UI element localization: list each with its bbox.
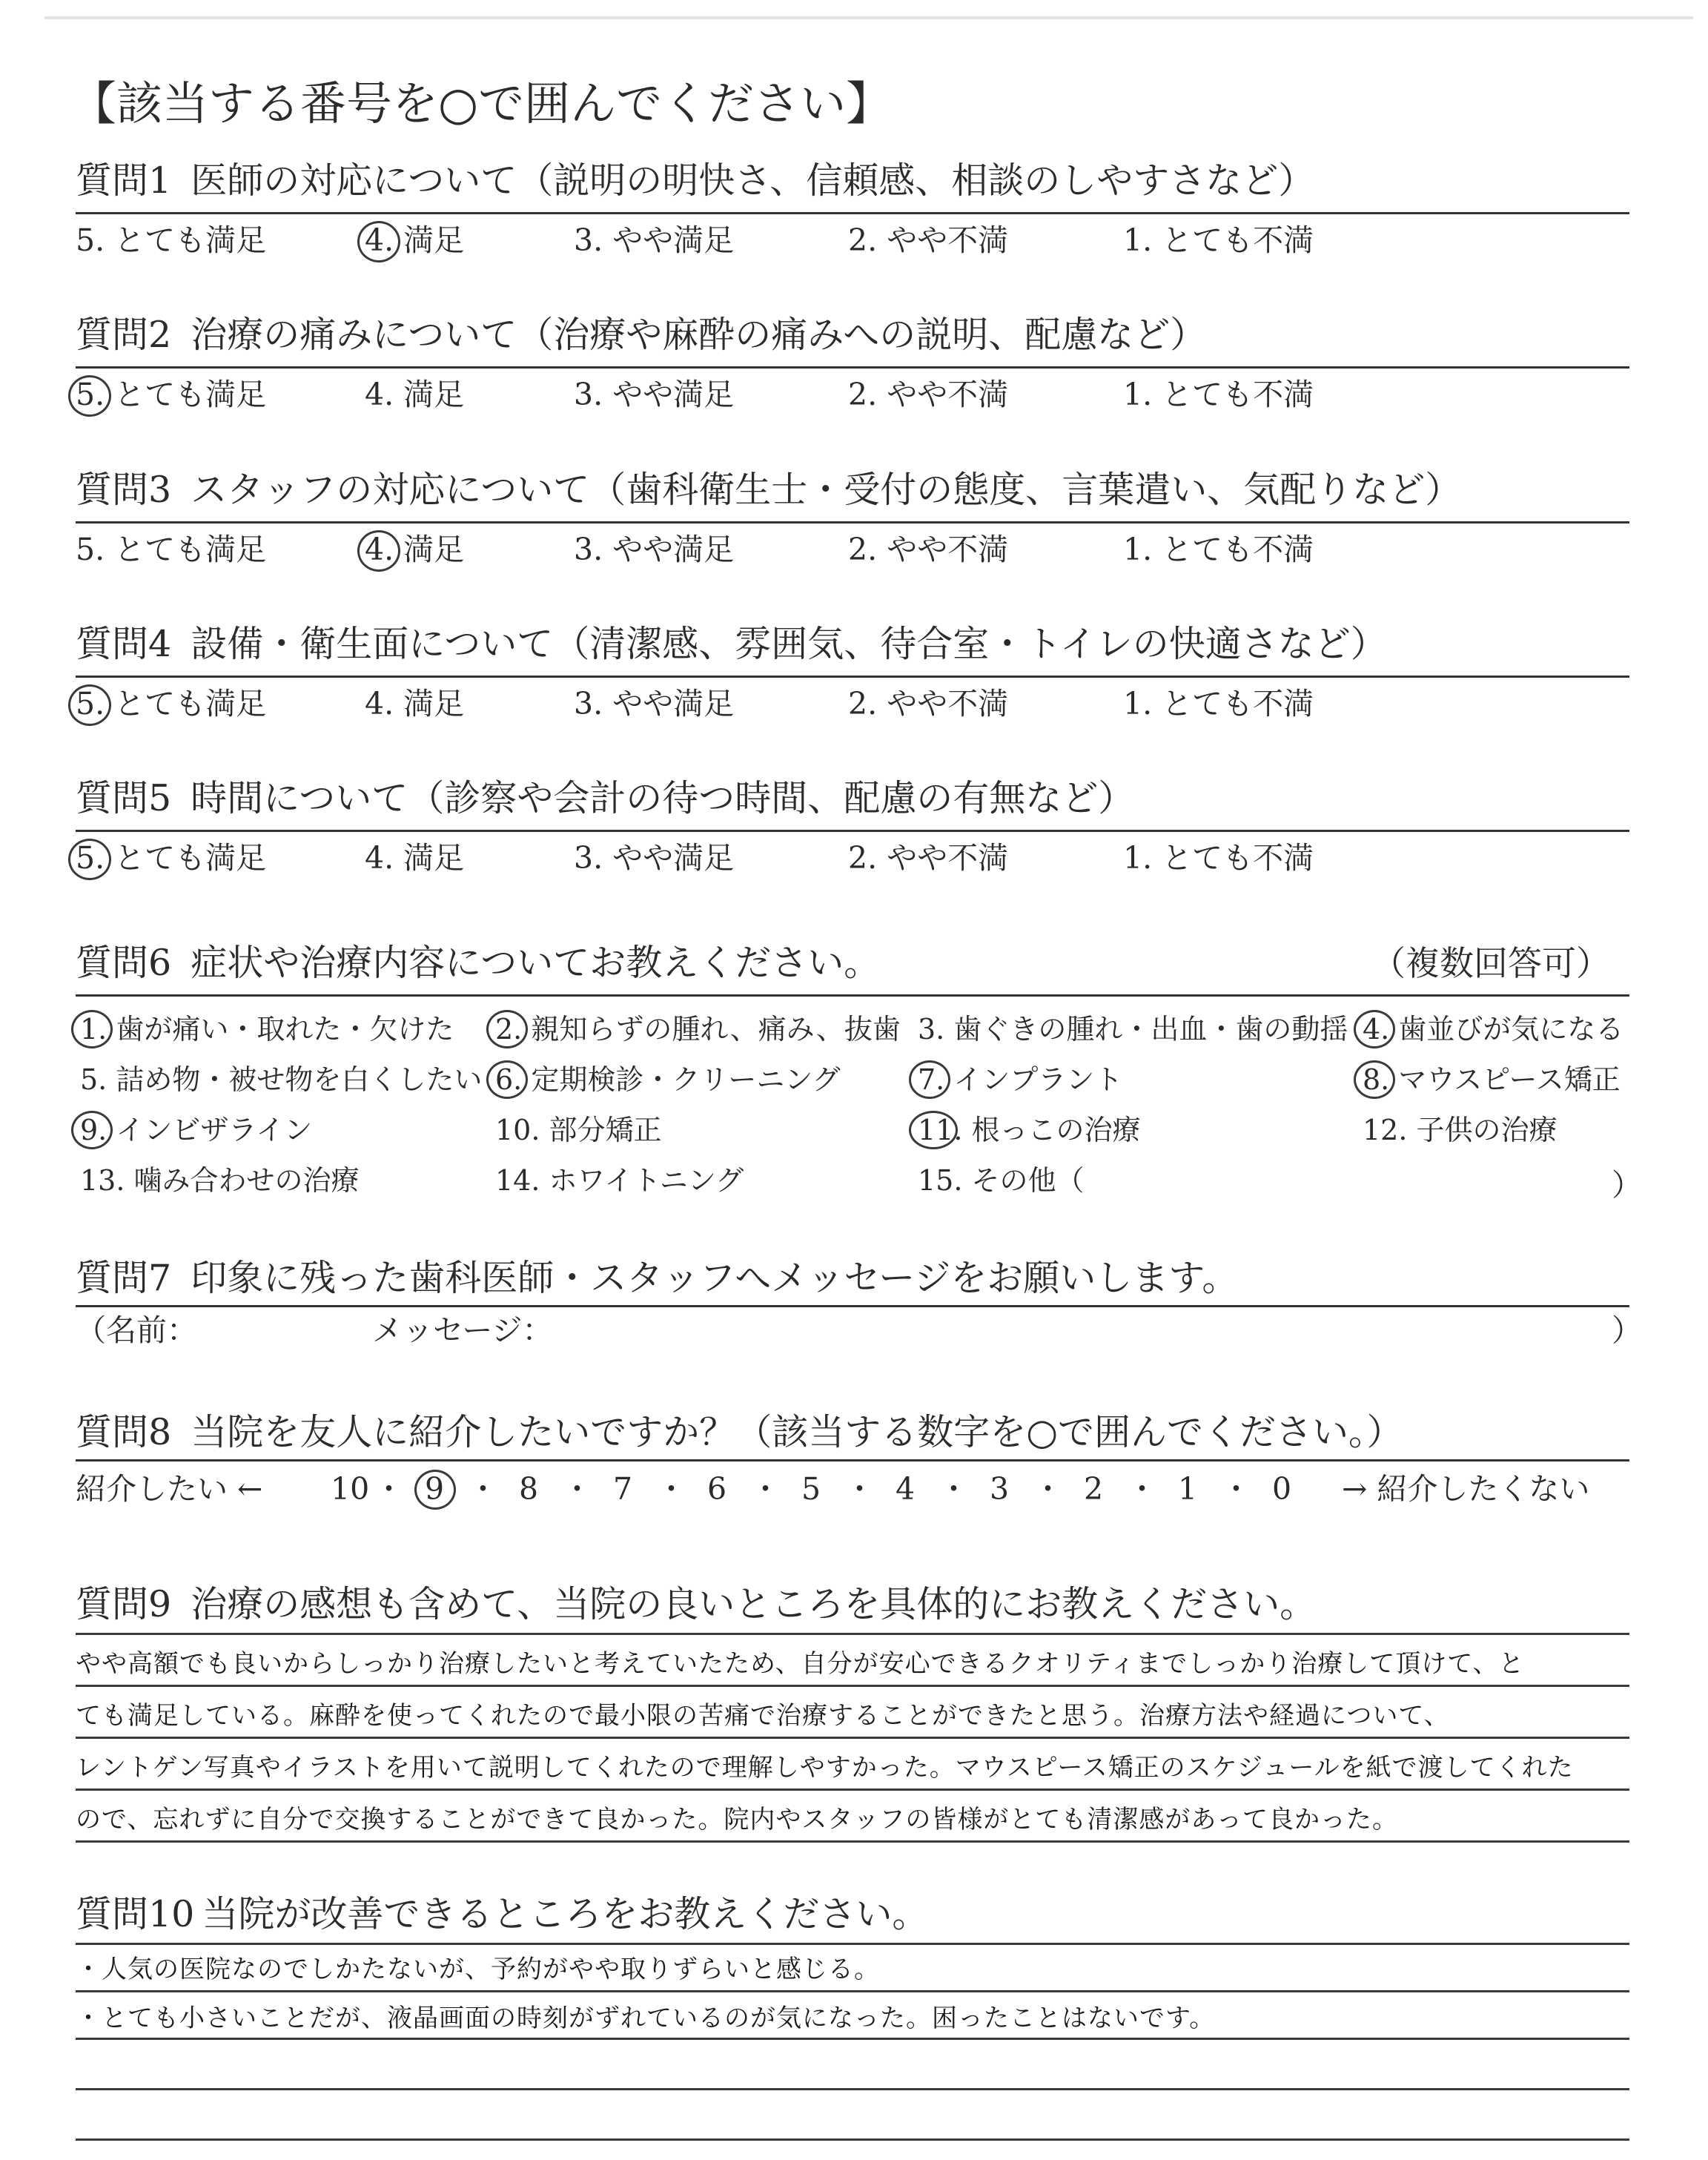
scale-value-7[interactable]: 7 — [613, 1471, 633, 1507]
question-5-text: 時間について（診察や会計の待つ時間、配慮の有無など） — [191, 777, 1135, 819]
selection-circle — [486, 1060, 528, 1099]
rating-option-1[interactable]: 1. とても不満 — [1123, 377, 1314, 412]
question-5 — [76, 773, 1632, 876]
scale-value-5[interactable]: 5 — [801, 1471, 821, 1507]
selection-circle — [68, 684, 111, 726]
question-6-rule — [76, 994, 1629, 997]
question-4-text: 設備・衛生面について（清潔感、雰囲気、待合室・トイレの快適さなど） — [191, 623, 1387, 665]
question-1-text: 医師の対応について（説明の明快さ、信頼感、相談のしやすさなど） — [191, 159, 1315, 202]
other-close-paren: ） — [1612, 1167, 1642, 1203]
answer-line — [76, 1685, 1629, 1687]
answer-line — [76, 2038, 1629, 2040]
symptom-option-6[interactable]: 6. 定期検診・クリーニング — [495, 1063, 841, 1096]
rating-option-5[interactable]: 5. とても満足 — [76, 532, 267, 567]
question-10-text: 当院が改善できるところをお教えください。 — [202, 1893, 929, 1935]
scale-separator: ・ — [750, 1471, 781, 1507]
question-5-rule — [76, 830, 1629, 832]
scale-value-1[interactable]: 1 — [1178, 1471, 1198, 1507]
selection-circle — [1354, 1010, 1395, 1048]
recommend-left-label: 紹介したい ← — [76, 1471, 263, 1507]
scale-value-9[interactable]: 9 — [425, 1471, 445, 1507]
rating-option-1[interactable]: 1. とても不満 — [1123, 840, 1314, 876]
answer-line — [76, 1943, 1629, 1945]
scale-separator: ・ — [1033, 1471, 1063, 1507]
question-6-text: 症状や治療内容についてお教えください。 — [191, 942, 881, 984]
question-3 — [76, 465, 1632, 567]
symptom-option-15[interactable]: 15. その他（ — [918, 1164, 1085, 1197]
question-10-number: 質問10 — [76, 1893, 195, 1935]
selection-circle — [357, 221, 400, 262]
rating-option-4[interactable]: 4. 満足 — [365, 377, 465, 412]
answer-line — [76, 2138, 1629, 2141]
rating-option-1[interactable]: 1. とても不満 — [1123, 686, 1314, 721]
question-10 — [76, 1889, 1632, 2033]
good-points-line-4: ので、忘れずに自分で交換することができて良かった。院内やスタッフの皆様がとても清潔感があって良かった。 — [76, 1805, 1398, 1834]
multiple-answers-note: （複数回答可） — [1371, 943, 1610, 983]
scan-top-border — [44, 16, 1693, 19]
rating-option-3[interactable]: 3. やや満足 — [574, 222, 735, 258]
answer-line — [76, 1840, 1629, 1843]
scale-value-4[interactable]: 4 — [896, 1471, 916, 1507]
page-header: 【該当する番号を○で囲んでください】 — [70, 76, 893, 131]
rating-options — [76, 372, 1632, 417]
scale-separator: ・ — [374, 1471, 404, 1507]
selection-circle — [909, 1060, 950, 1099]
question-3-text: スタッフの対応について（歯科衛生士・受付の態度、言葉遣い、気配りなど） — [191, 469, 1462, 511]
rating-option-5[interactable]: 5. とても満足 — [76, 377, 267, 412]
scale-separator: ・ — [939, 1471, 969, 1507]
question-4 — [76, 619, 1632, 721]
rating-option-3[interactable]: 3. やや満足 — [574, 840, 735, 876]
rating-option-3[interactable]: 3. やや満足 — [574, 377, 735, 412]
selection-circle — [68, 839, 111, 880]
improvement-line-2: ・とても小さいことだが、液晶画面の時刻がずれているのが気になった。困ったことはないです。 — [76, 2004, 1216, 2033]
symptom-option-14[interactable]: 14. ホワイトニング — [495, 1164, 744, 1197]
question-5-number: 質問5 — [76, 777, 172, 819]
recommend-scale — [76, 1467, 1632, 1511]
selection-circle — [486, 1010, 528, 1048]
answer-line — [76, 2088, 1629, 2090]
symptom-options — [76, 1008, 1632, 1201]
rating-option-4[interactable]: 4. 満足 — [365, 686, 465, 721]
answer-line — [76, 1737, 1629, 1739]
scale-value-0[interactable]: 0 — [1272, 1471, 1292, 1507]
symptom-option-5[interactable]: 5. 詰め物・被せ物を白くしたい — [80, 1063, 483, 1096]
rating-option-2[interactable]: 2. やや不満 — [848, 532, 1009, 567]
question-3-number: 質問3 — [76, 469, 172, 511]
rating-option-5[interactable]: 5. とても満足 — [76, 840, 267, 876]
scale-value-3[interactable]: 3 — [990, 1471, 1010, 1507]
good-points-line-2: ても満足している。麻酔を使ってくれたので最小限の苦痛で治療することができたと思う。治療方法や経過について、 — [76, 1701, 1450, 1731]
symptom-option-2[interactable]: 2. 親知らずの腫れ、痛み、抜歯 — [495, 1013, 901, 1046]
scale-separator: ・ — [468, 1471, 498, 1507]
rating-options — [76, 527, 1632, 572]
scale-separator: ・ — [1221, 1471, 1251, 1507]
symptom-option-12[interactable]: 12. 子供の治療 — [1363, 1114, 1558, 1146]
question-9-number: 質問9 — [76, 1583, 172, 1625]
scale-separator: ・ — [656, 1471, 686, 1507]
rating-option-2[interactable]: 2. やや不満 — [848, 377, 1009, 412]
question-7-rule — [76, 1305, 1629, 1307]
question-2-rule — [76, 366, 1629, 369]
recommend-right-label: → 紹介したくない — [1342, 1471, 1590, 1507]
question-7 — [76, 1253, 1642, 1348]
symptom-option-13[interactable]: 13. 噛み合わせの治療 — [80, 1164, 360, 1197]
question-4-rule — [76, 676, 1629, 678]
good-points-line-1: やや高額でも良いからしっかり治療したいと考えていたため、自分が安心できるクオリティまでしっかり治療して頂けて、と — [76, 1649, 1525, 1679]
rating-options — [76, 836, 1632, 880]
rating-option-1[interactable]: 1. とても不満 — [1123, 532, 1314, 567]
question-2-text: 治療の痛みについて（治療や麻酔の痛みへの説明、配慮など） — [191, 314, 1207, 356]
question-9 — [76, 1579, 1632, 1834]
question-3-rule — [76, 521, 1629, 524]
symptom-option-3[interactable]: 3. 歯ぐきの腫れ・出血・歯の動揺 — [918, 1013, 1348, 1046]
improvement-line-1: ・人気の医院なのでしかたないが、予約がやや取りずらいと感じる。 — [76, 1955, 880, 1984]
symptom-option-7[interactable]: 7. インプラント — [918, 1063, 1123, 1096]
rating-option-5[interactable]: 5. とても満足 — [76, 686, 267, 721]
selection-circle — [71, 1010, 113, 1048]
rating-option-2[interactable]: 2. やや不満 — [848, 686, 1009, 721]
rating-option-2[interactable]: 2. やや不満 — [848, 840, 1009, 876]
question-4-number: 質問4 — [76, 623, 172, 665]
question-9-text: 治療の感想も含めて、当院の良いところを具体的にお教えください。 — [191, 1583, 1317, 1625]
rating-option-4[interactable]: 4. 満足 — [365, 222, 465, 258]
selection-circle — [414, 1470, 456, 1510]
scale-value-10[interactable]: 10 — [331, 1471, 370, 1507]
rating-options — [76, 218, 1632, 262]
scale-value-6[interactable]: 6 — [707, 1471, 727, 1507]
selection-circle — [909, 1111, 958, 1149]
question-8-text: 当院を友人に紹介したいですか？（該当する数字を○で囲んでください。） — [191, 1411, 1403, 1453]
scale-value-2[interactable]: 2 — [1084, 1471, 1104, 1507]
symptom-option-8[interactable]: 8. マウスピース矯正 — [1363, 1063, 1621, 1096]
name-label: （名前： — [76, 1312, 197, 1348]
question-2-number: 質問2 — [76, 314, 172, 356]
symptom-option-9[interactable]: 9. インビザライン — [80, 1114, 313, 1146]
rating-option-4[interactable]: 4. 満足 — [365, 532, 465, 567]
message-close-paren: ） — [1612, 1312, 1642, 1348]
question-6 — [76, 938, 1642, 1203]
symptom-option-10[interactable]: 10. 部分矯正 — [495, 1114, 662, 1146]
symptom-option-11[interactable]: 11. 根っこの治療 — [918, 1114, 1141, 1146]
selection-circle — [71, 1111, 113, 1149]
answer-line — [76, 1990, 1629, 1992]
selection-circle — [357, 530, 400, 572]
question-2 — [76, 310, 1632, 412]
scale-separator: ・ — [1127, 1471, 1157, 1507]
selection-circle — [68, 375, 111, 417]
selection-circle — [1354, 1060, 1395, 1099]
question-6-number: 質問6 — [76, 942, 172, 984]
scale-separator: ・ — [562, 1471, 592, 1507]
rating-option-2[interactable]: 2. やや不満 — [848, 222, 1009, 258]
good-points-line-3: レントゲン写真やイラストを用いて説明してくれたので理解しやすかった。マウスピース矯正のスケジュールを紙で渡してくれた — [76, 1753, 1574, 1783]
question-8 — [76, 1407, 1632, 1507]
question-1 — [76, 156, 1632, 258]
scale-separator: ・ — [844, 1471, 875, 1507]
rating-option-1[interactable]: 1. とても不満 — [1123, 222, 1314, 258]
question-7-text: 印象に残った歯科医師・スタッフへメッセージをお願いします。 — [191, 1257, 1239, 1299]
question-1-rule — [76, 212, 1629, 214]
question-1-number: 質問1 — [76, 159, 172, 202]
symptom-option-4[interactable]: 4. 歯並びが気になる — [1363, 1013, 1624, 1046]
answer-line — [76, 1789, 1629, 1791]
rating-option-4[interactable]: 4. 満足 — [365, 840, 465, 876]
question-8-rule — [76, 1459, 1629, 1462]
message-label: メッセージ： — [372, 1312, 553, 1348]
question-8-number: 質問8 — [76, 1411, 172, 1453]
rating-option-3[interactable]: 3. やや満足 — [574, 532, 735, 567]
rating-option-3[interactable]: 3. やや満足 — [574, 686, 735, 721]
answer-line — [76, 1633, 1629, 1635]
rating-options — [76, 681, 1632, 726]
rating-option-5[interactable]: 5. とても満足 — [76, 222, 267, 258]
question-7-number: 質問7 — [76, 1257, 172, 1299]
scale-value-8[interactable]: 8 — [519, 1471, 539, 1507]
symptom-option-1[interactable]: 1. 歯が痛い・取れた・欠けた — [80, 1013, 454, 1046]
